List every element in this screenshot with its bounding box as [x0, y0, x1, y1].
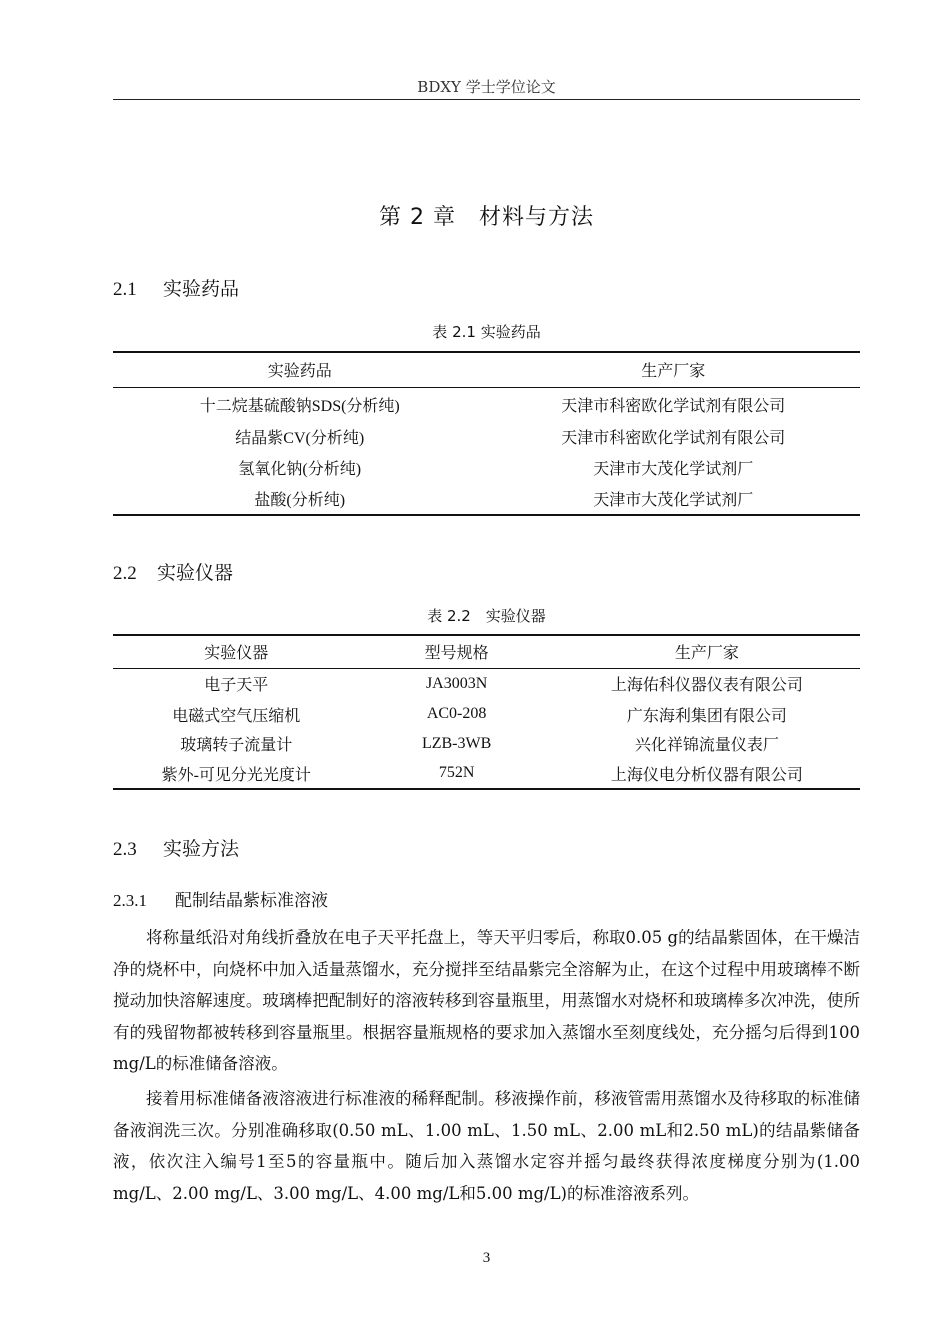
section-number: 2.2: [113, 563, 137, 584]
header-rule: [113, 99, 860, 100]
table-2-2: [113, 634, 860, 790]
table-row: [113, 452, 860, 483]
table-cell: 结晶紫CV(分析纯): [235, 430, 365, 447]
table-row: [113, 421, 860, 452]
section-number: 2.3: [113, 839, 137, 860]
table-cell: 天津市大茂化学试剂厂: [487, 483, 861, 515]
section-title: 实验方法: [163, 838, 240, 860]
table-row: [113, 668, 860, 699]
table-cell: 天津市科密欧化学试剂有限公司: [561, 397, 786, 415]
section-title: 实验药品: [163, 278, 240, 300]
table-cell: 氢氧化钠(分析纯): [238, 461, 362, 478]
body-paragraph: 接着用标准储备液溶液进行标准液的稀释配制。移液操作前，移液管需用蒸馏水及待移取的标准储备液润洗三次。分别准确移取(0.50 mL、1.00 mL、1.50 mL、2.00 mL和2.50 mL)的结晶紫储备液，依次注入编号1至5的容量瓶中。随后加入蒸馏水定容并摇匀最终获得浓度梯度分别为(1.00 mg/L、2.00 mg/L、3.00 mg/L、4.00 mg/L和5.00 mg/L)的标准溶液系列。: [113, 1089, 860, 1203]
table-2-1-caption: 表 2.1 实验药品: [432, 323, 541, 341]
section-2-3-heading: [113, 834, 239, 861]
table-row: [113, 483, 860, 515]
table-cell: 十二烷基硫酸钠SDS(分析纯): [199, 397, 400, 415]
table-cell: 广东海利集团有限公司: [626, 707, 787, 725]
table-row: [113, 758, 860, 789]
table-row: [113, 729, 860, 758]
table-row: [113, 387, 860, 421]
table-2-1: [113, 351, 860, 516]
table-cell: 盐酸(分析纯): [113, 483, 487, 515]
table-row: [113, 699, 860, 729]
page-number: 3: [482, 1250, 491, 1266]
table-cell: 电磁式空气压缩机: [172, 707, 301, 725]
table-cell: 紫外-可见分光光度计: [113, 758, 360, 789]
section-2-1-heading: [113, 274, 239, 301]
table-header-cell: 型号规格: [360, 635, 554, 668]
subsection-number: 2.3.1: [113, 891, 147, 910]
table-cell: 上海仪电分析仪器有限公司: [554, 758, 860, 789]
running-header: BDXY 学士学位论文: [417, 78, 556, 96]
subsection-2-3-1-heading: [113, 886, 328, 911]
table-cell: 玻璃转子流量计: [180, 737, 293, 754]
table-2-2-caption: 表 2.2 实验仪器: [427, 607, 546, 625]
section-2-2-heading: [113, 558, 233, 585]
table-cell: 兴化祥锦流量仪表厂: [634, 737, 779, 754]
table-header-cell: 生产厂家: [487, 352, 861, 387]
table-cell: 电子天平: [204, 677, 269, 695]
table-cell: 天津市大茂化学试剂厂: [593, 461, 754, 478]
table-cell: LZB-3WB: [421, 734, 492, 752]
table-cell: 752N: [360, 758, 554, 789]
subsection-title: 配制结晶紫标准溶液: [175, 891, 328, 911]
table-cell: AC0-208: [426, 705, 487, 722]
section-number: 2.1: [113, 279, 137, 300]
table-cell: 上海佑科仪器仪表有限公司: [610, 677, 803, 695]
table-header-cell: 实验药品: [113, 352, 487, 387]
body-paragraph: 将称量纸沿对角线折叠放在电子天平托盘上，等天平归零后，称取0.05 g的结晶紫固体，在干燥洁净的烧杯中，向烧杯中加入适量蒸馏水，充分搅拌至结晶紫完全溶解为止，在这个过程中用玻璃棒不断搅动加快溶解速度。玻璃棒把配制好的溶液转移到容量瓶里，用蒸馏水对烧杯和玻璃棒多次冲洗，使所有的残留物都被转移到容量瓶里。根据容量瓶规格的要求加入蒸馏水至刻度线处，充分摇匀后得到100 mg/L的标准储备溶液。: [113, 928, 860, 1073]
table-header-cell: 实验仪器: [113, 635, 360, 668]
table-header-cell: 生产厂家: [554, 635, 860, 668]
table-cell: JA3003N: [425, 674, 488, 692]
section-title: 实验仪器: [157, 562, 234, 584]
table-cell: 天津市科密欧化学试剂有限公司: [561, 430, 786, 447]
chapter-title: 第 2 章 材料与方法: [379, 205, 594, 230]
